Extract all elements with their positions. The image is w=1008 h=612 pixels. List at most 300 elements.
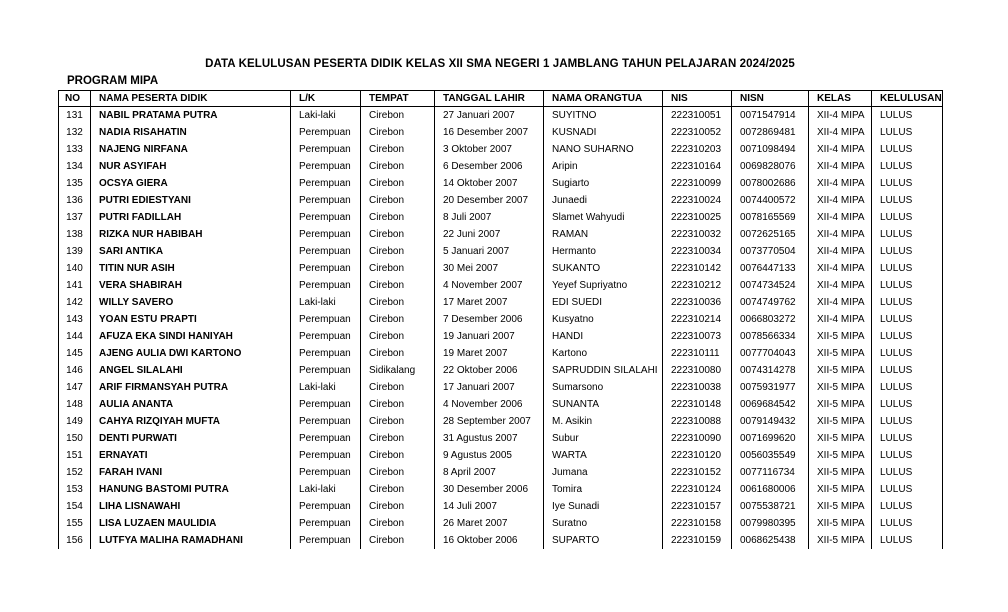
cell-nis: 222310080 <box>663 362 732 379</box>
table-row <box>59 328 943 345</box>
cell-name: SARI ANTIKA <box>91 243 291 260</box>
cell-class: XII-5 MIPA <box>809 379 872 396</box>
cell-name: AULIA ANANTA <box>91 396 291 413</box>
cell-birthdate: 20 Desember 2007 <box>435 192 544 209</box>
cell-class: XII-4 MIPA <box>809 243 872 260</box>
cell-gender: Perempuan <box>291 464 361 481</box>
cell-parent: Sumarsono <box>544 379 663 396</box>
cell-nisn: 0074749762 <box>732 294 809 311</box>
cell-nisn: 0071699620 <box>732 430 809 447</box>
graduation-table <box>58 90 943 549</box>
cell-birthdate: 7 Desember 2006 <box>435 311 544 328</box>
cell-no: 153 <box>59 481 91 498</box>
cell-gender: Perempuan <box>291 209 361 226</box>
table-row <box>59 362 943 379</box>
cell-graduation: LULUS <box>872 430 943 447</box>
cell-nis: 222310164 <box>663 158 732 175</box>
cell-no: 141 <box>59 277 91 294</box>
cell-birthdate: 19 Januari 2007 <box>435 328 544 345</box>
cell-no: 156 <box>59 532 91 549</box>
cell-no: 138 <box>59 226 91 243</box>
table-header-row <box>59 91 943 107</box>
cell-parent: SUPARTO <box>544 532 663 549</box>
cell-name: TITIN NUR ASIH <box>91 260 291 277</box>
cell-class: XII-5 MIPA <box>809 464 872 481</box>
cell-gender: Perempuan <box>291 192 361 209</box>
cell-name: NUR ASYIFAH <box>91 158 291 175</box>
cell-nisn: 0074400572 <box>732 192 809 209</box>
cell-birthdate: 16 Desember 2007 <box>435 124 544 141</box>
cell-graduation: LULUS <box>872 532 943 549</box>
table-row <box>59 158 943 175</box>
cell-nis: 222310052 <box>663 124 732 141</box>
cell-class: XII-5 MIPA <box>809 481 872 498</box>
cell-birthdate: 17 Januari 2007 <box>435 379 544 396</box>
cell-no: 132 <box>59 124 91 141</box>
cell-parent: EDI SUEDI <box>544 294 663 311</box>
cell-nis: 222310090 <box>663 430 732 447</box>
cell-no: 144 <box>59 328 91 345</box>
document-title: DATA KELULUSAN PESERTA DIDIK KELAS XII SMA NEGERI 1 JAMBLANG TAHUN PELAJARAN 2024/2025 <box>205 58 795 70</box>
table-row <box>59 124 943 141</box>
cell-name: VERA SHABIRAH <box>91 277 291 294</box>
cell-nisn: 0068625438 <box>732 532 809 549</box>
header-class: KELAS <box>809 91 872 107</box>
cell-parent: Subur <box>544 430 663 447</box>
cell-nisn: 0074734524 <box>732 277 809 294</box>
cell-nisn: 0056035549 <box>732 447 809 464</box>
cell-class: XII-4 MIPA <box>809 192 872 209</box>
header-name: NAMA PESERTA DIDIK <box>91 91 291 107</box>
cell-class: XII-5 MIPA <box>809 498 872 515</box>
cell-no: 148 <box>59 396 91 413</box>
cell-birthdate: 28 September 2007 <box>435 413 544 430</box>
cell-nisn: 0069684542 <box>732 396 809 413</box>
cell-nis: 222310212 <box>663 277 732 294</box>
cell-nis: 222310120 <box>663 447 732 464</box>
cell-name: DENTI PURWATI <box>91 430 291 447</box>
cell-no: 133 <box>59 141 91 158</box>
cell-name: LISA LUZAEN MAULIDIA <box>91 515 291 532</box>
cell-nisn: 0075931977 <box>732 379 809 396</box>
cell-nisn: 0069828076 <box>732 158 809 175</box>
cell-birthdate: 26 Maret 2007 <box>435 515 544 532</box>
cell-name: OCSYA GIERA <box>91 175 291 192</box>
cell-parent: SAPRUDDIN SILALAHI <box>544 362 663 379</box>
cell-nisn: 0074314278 <box>732 362 809 379</box>
cell-parent: Jumana <box>544 464 663 481</box>
cell-graduation: LULUS <box>872 192 943 209</box>
cell-graduation: LULUS <box>872 243 943 260</box>
cell-class: XII-5 MIPA <box>809 345 872 362</box>
cell-parent: WARTA <box>544 447 663 464</box>
cell-class: XII-4 MIPA <box>809 260 872 277</box>
cell-birthdate: 30 Desember 2006 <box>435 481 544 498</box>
cell-graduation: LULUS <box>872 447 943 464</box>
cell-nisn: 0078566334 <box>732 328 809 345</box>
cell-gender: Perempuan <box>291 158 361 175</box>
cell-birthplace: Cirebon <box>361 158 435 175</box>
cell-nisn: 0077704043 <box>732 345 809 362</box>
cell-gender: Perempuan <box>291 243 361 260</box>
cell-class: XII-4 MIPA <box>809 124 872 141</box>
cell-birthplace: Cirebon <box>361 209 435 226</box>
table-row <box>59 277 943 294</box>
cell-graduation: LULUS <box>872 260 943 277</box>
cell-birthdate: 3 Oktober 2007 <box>435 141 544 158</box>
cell-name: AJENG AULIA DWI KARTONO <box>91 345 291 362</box>
cell-parent: Iye Sunadi <box>544 498 663 515</box>
cell-parent: HANDI <box>544 328 663 345</box>
table-row <box>59 141 943 158</box>
cell-nis: 222310159 <box>663 532 732 549</box>
table-row <box>59 243 943 260</box>
cell-parent: Tomira <box>544 481 663 498</box>
cell-nis: 222310036 <box>663 294 732 311</box>
cell-nisn: 0079149432 <box>732 413 809 430</box>
cell-no: 150 <box>59 430 91 447</box>
cell-nisn: 0072869481 <box>732 124 809 141</box>
cell-no: 152 <box>59 464 91 481</box>
table-row <box>59 192 943 209</box>
cell-birthplace: Cirebon <box>361 430 435 447</box>
cell-parent: Suratno <box>544 515 663 532</box>
cell-parent: SUKANTO <box>544 260 663 277</box>
cell-nisn: 0079980395 <box>732 515 809 532</box>
cell-gender: Perempuan <box>291 396 361 413</box>
cell-class: XII-5 MIPA <box>809 515 872 532</box>
cell-birthplace: Cirebon <box>361 498 435 515</box>
cell-parent: NANO SUHARNO <box>544 141 663 158</box>
cell-birthplace: Sidikalang <box>361 362 435 379</box>
cell-birthplace: Cirebon <box>361 396 435 413</box>
cell-name: AFUZA EKA SINDI HANIYAH <box>91 328 291 345</box>
cell-no: 137 <box>59 209 91 226</box>
cell-gender: Perempuan <box>291 141 361 158</box>
cell-parent: Yeyef Supriyatno <box>544 277 663 294</box>
cell-birthdate: 4 November 2007 <box>435 277 544 294</box>
cell-name: LIHA LISNAWAHI <box>91 498 291 515</box>
cell-birthdate: 19 Maret 2007 <box>435 345 544 362</box>
cell-birthdate: 14 Oktober 2007 <box>435 175 544 192</box>
cell-no: 143 <box>59 311 91 328</box>
table-row <box>59 260 943 277</box>
cell-birthplace: Cirebon <box>361 515 435 532</box>
cell-parent: M. Asikin <box>544 413 663 430</box>
table-row <box>59 175 943 192</box>
cell-no: 136 <box>59 192 91 209</box>
cell-graduation: LULUS <box>872 515 943 532</box>
header-nisn: NISN <box>732 91 809 107</box>
cell-graduation: LULUS <box>872 107 943 125</box>
cell-nis: 222310025 <box>663 209 732 226</box>
cell-birthplace: Cirebon <box>361 277 435 294</box>
cell-nis: 222310111 <box>663 345 732 362</box>
cell-graduation: LULUS <box>872 481 943 498</box>
cell-nis: 222310051 <box>663 107 732 125</box>
cell-birthplace: Cirebon <box>361 107 435 125</box>
cell-nis: 222310088 <box>663 413 732 430</box>
cell-nis: 222310124 <box>663 481 732 498</box>
header-birthplace: TEMPAT <box>361 91 435 107</box>
cell-nisn: 0077116734 <box>732 464 809 481</box>
cell-name: LUTFYA MALIHA RAMADHANI <box>91 532 291 549</box>
cell-parent: SUNANTA <box>544 396 663 413</box>
cell-class: XII-5 MIPA <box>809 328 872 345</box>
table-row <box>59 447 943 464</box>
cell-name: NAJENG NIRFANA <box>91 141 291 158</box>
cell-nis: 222310148 <box>663 396 732 413</box>
cell-birthplace: Cirebon <box>361 481 435 498</box>
cell-class: XII-5 MIPA <box>809 447 872 464</box>
cell-no: 140 <box>59 260 91 277</box>
cell-birthdate: 27 Januari 2007 <box>435 107 544 125</box>
cell-birthplace: Cirebon <box>361 464 435 481</box>
cell-nisn: 0072625165 <box>732 226 809 243</box>
cell-birthdate: 8 April 2007 <box>435 464 544 481</box>
cell-gender: Laki-laki <box>291 481 361 498</box>
cell-nis: 222310038 <box>663 379 732 396</box>
cell-name: CAHYA RIZQIYAH MUFTA <box>91 413 291 430</box>
cell-nis: 222310099 <box>663 175 732 192</box>
cell-graduation: LULUS <box>872 124 943 141</box>
cell-gender: Perempuan <box>291 260 361 277</box>
cell-birthplace: Cirebon <box>361 260 435 277</box>
cell-name: PUTRI EDIESTYANI <box>91 192 291 209</box>
cell-graduation: LULUS <box>872 362 943 379</box>
cell-nis: 222310034 <box>663 243 732 260</box>
cell-no: 155 <box>59 515 91 532</box>
cell-parent: Kusyatno <box>544 311 663 328</box>
table-row <box>59 413 943 430</box>
cell-name: YOAN ESTU PRAPTI <box>91 311 291 328</box>
cell-gender: Perempuan <box>291 311 361 328</box>
cell-birthplace: Cirebon <box>361 124 435 141</box>
cell-gender: Perempuan <box>291 175 361 192</box>
cell-gender: Laki-laki <box>291 294 361 311</box>
table-row <box>59 396 943 413</box>
header-no: NO <box>59 91 91 107</box>
cell-class: XII-4 MIPA <box>809 107 872 125</box>
cell-graduation: LULUS <box>872 294 943 311</box>
table-row <box>59 515 943 532</box>
cell-nisn: 0071547914 <box>732 107 809 125</box>
cell-nisn: 0073770504 <box>732 243 809 260</box>
cell-class: XII-4 MIPA <box>809 226 872 243</box>
cell-parent: Sugiarto <box>544 175 663 192</box>
cell-birthplace: Cirebon <box>361 447 435 464</box>
cell-nisn: 0075538721 <box>732 498 809 515</box>
cell-class: XII-4 MIPA <box>809 277 872 294</box>
cell-parent: Slamet Wahyudi <box>544 209 663 226</box>
cell-parent: Hermanto <box>544 243 663 260</box>
cell-graduation: LULUS <box>872 413 943 430</box>
cell-gender: Perempuan <box>291 277 361 294</box>
cell-gender: Perempuan <box>291 124 361 141</box>
cell-class: XII-4 MIPA <box>809 209 872 226</box>
cell-nisn: 0061680006 <box>732 481 809 498</box>
cell-gender: Perempuan <box>291 515 361 532</box>
header-gender: L/K <box>291 91 361 107</box>
cell-birthdate: 6 Desember 2006 <box>435 158 544 175</box>
cell-gender: Perempuan <box>291 345 361 362</box>
cell-no: 134 <box>59 158 91 175</box>
cell-class: XII-5 MIPA <box>809 362 872 379</box>
cell-birthdate: 4 November 2006 <box>435 396 544 413</box>
cell-graduation: LULUS <box>872 498 943 515</box>
cell-name: PUTRI FADILLAH <box>91 209 291 226</box>
cell-graduation: LULUS <box>872 226 943 243</box>
cell-nis: 222310142 <box>663 260 732 277</box>
cell-class: XII-5 MIPA <box>809 413 872 430</box>
cell-birthplace: Cirebon <box>361 379 435 396</box>
cell-birthdate: 8 Juli 2007 <box>435 209 544 226</box>
cell-nis: 222310157 <box>663 498 732 515</box>
cell-graduation: LULUS <box>872 396 943 413</box>
cell-name: ERNAYATI <box>91 447 291 464</box>
cell-birthdate: 31 Agustus 2007 <box>435 430 544 447</box>
cell-nis: 222310203 <box>663 141 732 158</box>
table-row <box>59 532 943 549</box>
cell-name: ARIF FIRMANSYAH PUTRA <box>91 379 291 396</box>
table-row <box>59 481 943 498</box>
cell-birthdate: 16 Oktober 2006 <box>435 532 544 549</box>
program-label: PROGRAM MIPA <box>67 75 159 87</box>
cell-parent: Kartono <box>544 345 663 362</box>
cell-class: XII-4 MIPA <box>809 311 872 328</box>
cell-nisn: 0071098494 <box>732 141 809 158</box>
cell-parent: RAMAN <box>544 226 663 243</box>
table-row <box>59 379 943 396</box>
table-row <box>59 498 943 515</box>
cell-gender: Perempuan <box>291 532 361 549</box>
table-row <box>59 209 943 226</box>
cell-parent: KUSNADI <box>544 124 663 141</box>
cell-parent: SUYITNO <box>544 107 663 125</box>
cell-name: FARAH IVANI <box>91 464 291 481</box>
cell-class: XII-4 MIPA <box>809 294 872 311</box>
cell-birthdate: 22 Oktober 2006 <box>435 362 544 379</box>
table-row <box>59 430 943 447</box>
cell-graduation: LULUS <box>872 209 943 226</box>
cell-no: 154 <box>59 498 91 515</box>
header-birthdate: TANGGAL LAHIR <box>435 91 544 107</box>
header-graduation: KELULUSAN <box>872 91 943 107</box>
cell-no: 149 <box>59 413 91 430</box>
cell-graduation: LULUS <box>872 328 943 345</box>
cell-graduation: LULUS <box>872 311 943 328</box>
cell-birthplace: Cirebon <box>361 192 435 209</box>
cell-birthdate: 14 Juli 2007 <box>435 498 544 515</box>
cell-name: WILLY SAVERO <box>91 294 291 311</box>
cell-birthplace: Cirebon <box>361 141 435 158</box>
table-row <box>59 345 943 362</box>
cell-graduation: LULUS <box>872 464 943 481</box>
cell-class: XII-4 MIPA <box>809 141 872 158</box>
cell-birthplace: Cirebon <box>361 532 435 549</box>
cell-name: NADIA RISAHATIN <box>91 124 291 141</box>
cell-nisn: 0078165569 <box>732 209 809 226</box>
table-body <box>59 107 943 550</box>
cell-birthplace: Cirebon <box>361 413 435 430</box>
cell-no: 145 <box>59 345 91 362</box>
table-row <box>59 107 943 125</box>
cell-birthplace: Cirebon <box>361 226 435 243</box>
cell-parent: Aripin <box>544 158 663 175</box>
cell-graduation: LULUS <box>872 141 943 158</box>
cell-birthdate: 5 Januari 2007 <box>435 243 544 260</box>
cell-no: 146 <box>59 362 91 379</box>
table-row <box>59 464 943 481</box>
cell-no: 139 <box>59 243 91 260</box>
cell-birthdate: 22 Juni 2007 <box>435 226 544 243</box>
cell-nis: 222310152 <box>663 464 732 481</box>
cell-birthplace: Cirebon <box>361 311 435 328</box>
cell-birthdate: 30 Mei 2007 <box>435 260 544 277</box>
cell-nisn: 0076447133 <box>732 260 809 277</box>
table-row <box>59 226 943 243</box>
cell-gender: Laki-laki <box>291 379 361 396</box>
cell-name: RIZKA NUR HABIBAH <box>91 226 291 243</box>
cell-gender: Perempuan <box>291 413 361 430</box>
cell-nis: 222310024 <box>663 192 732 209</box>
cell-birthplace: Cirebon <box>361 345 435 362</box>
header-parent: NAMA ORANGTUA <box>544 91 663 107</box>
cell-birthdate: 17 Maret 2007 <box>435 294 544 311</box>
cell-parent: Junaedi <box>544 192 663 209</box>
cell-gender: Perempuan <box>291 328 361 345</box>
cell-nis: 222310158 <box>663 515 732 532</box>
cell-gender: Perempuan <box>291 430 361 447</box>
cell-gender: Perempuan <box>291 226 361 243</box>
cell-no: 151 <box>59 447 91 464</box>
cell-name: ANGEL SILALAHI <box>91 362 291 379</box>
cell-no: 131 <box>59 107 91 125</box>
cell-graduation: LULUS <box>872 158 943 175</box>
cell-gender: Laki-laki <box>291 107 361 125</box>
cell-class: XII-4 MIPA <box>809 158 872 175</box>
cell-no: 142 <box>59 294 91 311</box>
table-row <box>59 311 943 328</box>
cell-name: NABIL PRATAMA PUTRA <box>91 107 291 125</box>
cell-birthplace: Cirebon <box>361 294 435 311</box>
cell-class: XII-5 MIPA <box>809 396 872 413</box>
cell-no: 135 <box>59 175 91 192</box>
cell-graduation: LULUS <box>872 379 943 396</box>
cell-gender: Perempuan <box>291 498 361 515</box>
cell-nisn: 0078002686 <box>732 175 809 192</box>
cell-class: XII-4 MIPA <box>809 175 872 192</box>
cell-gender: Perempuan <box>291 447 361 464</box>
cell-birthplace: Cirebon <box>361 243 435 260</box>
cell-name: HANUNG BASTOMI PUTRA <box>91 481 291 498</box>
cell-birthplace: Cirebon <box>361 175 435 192</box>
cell-no: 147 <box>59 379 91 396</box>
cell-nis: 222310073 <box>663 328 732 345</box>
cell-gender: Perempuan <box>291 362 361 379</box>
cell-nis: 222310032 <box>663 226 732 243</box>
cell-class: XII-5 MIPA <box>809 430 872 447</box>
table-row <box>59 294 943 311</box>
cell-birthplace: Cirebon <box>361 328 435 345</box>
header-nis: NIS <box>663 91 732 107</box>
cell-graduation: LULUS <box>872 175 943 192</box>
cell-nisn: 0066803272 <box>732 311 809 328</box>
cell-graduation: LULUS <box>872 345 943 362</box>
cell-graduation: LULUS <box>872 277 943 294</box>
cell-nis: 222310214 <box>663 311 732 328</box>
cell-class: XII-5 MIPA <box>809 532 872 549</box>
